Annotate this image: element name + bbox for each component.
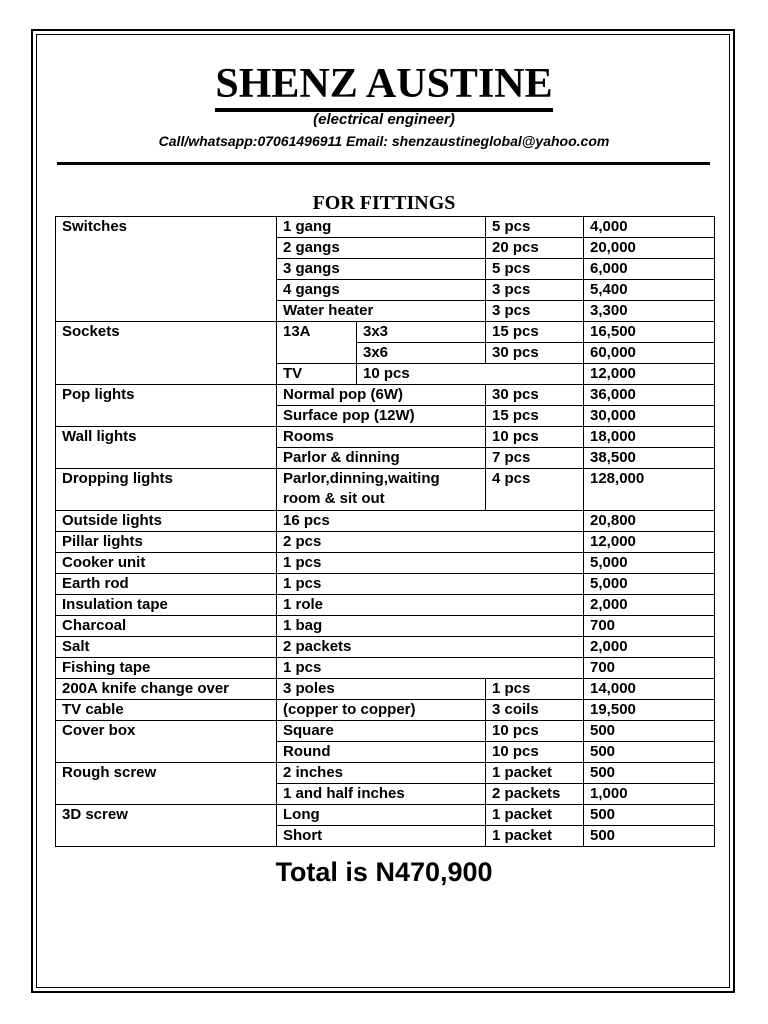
item-cell: Long bbox=[277, 805, 486, 826]
qty-cell: 1 pcs bbox=[277, 553, 584, 574]
category-label: TV cable bbox=[56, 700, 277, 721]
qty-cell: 10 pcs bbox=[357, 364, 584, 385]
qty-cell: 3 pcs bbox=[486, 301, 584, 322]
table-row bbox=[56, 322, 715, 343]
qty-cell: 1 packet bbox=[486, 826, 584, 847]
price-cell: 500 bbox=[584, 826, 715, 847]
price-cell: 500 bbox=[584, 721, 715, 742]
table-row bbox=[56, 616, 715, 637]
qty-cell: 1 packet bbox=[486, 805, 584, 826]
price-cell: 20,800 bbox=[584, 511, 715, 532]
qty-cell: 15 pcs bbox=[486, 406, 584, 427]
table-row bbox=[56, 658, 715, 679]
price-cell: 2,000 bbox=[584, 637, 715, 658]
qty-cell: 10 pcs bbox=[486, 427, 584, 448]
qty-cell: 3 pcs bbox=[486, 280, 584, 301]
category-label: 3D screw bbox=[56, 805, 277, 847]
table-row bbox=[56, 469, 715, 511]
price-cell: 18,000 bbox=[584, 427, 715, 448]
item-cell: Normal pop (6W) bbox=[277, 385, 486, 406]
item-cell: 3x6 bbox=[357, 343, 486, 364]
table-row bbox=[56, 385, 715, 406]
price-cell: 2,000 bbox=[584, 595, 715, 616]
qty-cell: 5 pcs bbox=[486, 217, 584, 238]
qty-cell: 20 pcs bbox=[486, 238, 584, 259]
price-cell: 14,000 bbox=[584, 679, 715, 700]
price-cell: 4,000 bbox=[584, 217, 715, 238]
price-cell: 700 bbox=[584, 658, 715, 679]
qty-cell: 5 pcs bbox=[486, 259, 584, 280]
item-cell: 1 gang bbox=[277, 217, 486, 238]
price-cell: 500 bbox=[584, 763, 715, 784]
qty-cell: 30 pcs bbox=[486, 385, 584, 406]
category-label: Cover box bbox=[56, 721, 277, 763]
category-label: Pop lights bbox=[56, 385, 277, 427]
price-cell: 5,400 bbox=[584, 280, 715, 301]
total-amount: Total is N470,900 bbox=[275, 857, 493, 887]
table-row bbox=[56, 553, 715, 574]
engineer-name bbox=[0, 60, 768, 108]
item-cell: Short bbox=[277, 826, 486, 847]
item-cell: Rooms bbox=[277, 427, 486, 448]
qty-cell: 10 pcs bbox=[486, 742, 584, 763]
engineer-role: (electrical engineer) bbox=[313, 111, 455, 128]
price-cell: 12,000 bbox=[584, 532, 715, 553]
category-label: Wall lights bbox=[56, 427, 277, 469]
item-cell: Square bbox=[277, 721, 486, 742]
item-cell: Surface pop (12W) bbox=[277, 406, 486, 427]
price-cell: 19,500 bbox=[584, 700, 715, 721]
item-cell: 3x3 bbox=[357, 322, 486, 343]
table-row bbox=[56, 679, 715, 700]
price-cell: 5,000 bbox=[584, 574, 715, 595]
fittings-table bbox=[55, 216, 715, 847]
price-cell: 6,000 bbox=[584, 259, 715, 280]
item-cell: Parlor & dinning bbox=[277, 448, 486, 469]
qty-cell: 30 pcs bbox=[486, 343, 584, 364]
price-cell: 128,000 bbox=[584, 469, 715, 511]
qty-cell: 4 pcs bbox=[486, 469, 584, 511]
socket-type-cell: 13A bbox=[277, 322, 357, 364]
category-label: Switches bbox=[56, 217, 277, 322]
header-divider bbox=[57, 162, 710, 165]
table-row bbox=[56, 217, 715, 238]
price-cell: 3,300 bbox=[584, 301, 715, 322]
table-row bbox=[56, 427, 715, 448]
qty-cell: 10 pcs bbox=[486, 721, 584, 742]
category-label: 200A knife change over bbox=[56, 679, 277, 700]
qty-cell: 15 pcs bbox=[486, 322, 584, 343]
section-title: FOR FITTINGS bbox=[312, 192, 456, 214]
price-cell: 12,000 bbox=[584, 364, 715, 385]
engineer-name-text: SHENZ AUSTINE bbox=[215, 61, 552, 112]
category-label: Charcoal bbox=[56, 616, 277, 637]
category-label: Salt bbox=[56, 637, 277, 658]
price-cell: 500 bbox=[584, 742, 715, 763]
item-cell: 4 gangs bbox=[277, 280, 486, 301]
price-cell: 16,500 bbox=[584, 322, 715, 343]
item-cell: 3 poles bbox=[277, 679, 486, 700]
qty-cell: 2 pcs bbox=[277, 532, 584, 553]
qty-cell: 16 pcs bbox=[277, 511, 584, 532]
table-row bbox=[56, 595, 715, 616]
qty-cell: 2 packets bbox=[277, 637, 584, 658]
item-cell: 2 gangs bbox=[277, 238, 486, 259]
price-cell: 5,000 bbox=[584, 553, 715, 574]
table-row bbox=[56, 532, 715, 553]
price-cell: 38,500 bbox=[584, 448, 715, 469]
category-label: Pillar lights bbox=[56, 532, 277, 553]
table-row bbox=[56, 721, 715, 742]
table-row bbox=[56, 574, 715, 595]
category-label: Sockets bbox=[56, 322, 277, 385]
category-label: Fishing tape bbox=[56, 658, 277, 679]
table-row bbox=[56, 805, 715, 826]
table-row bbox=[56, 637, 715, 658]
qty-cell: 1 pcs bbox=[277, 658, 584, 679]
price-cell: 500 bbox=[584, 805, 715, 826]
category-label: Insulation tape bbox=[56, 595, 277, 616]
category-label: Dropping lights bbox=[56, 469, 277, 511]
item-cell: TV bbox=[277, 364, 357, 385]
price-cell: 700 bbox=[584, 616, 715, 637]
category-label: Cooker unit bbox=[56, 553, 277, 574]
category-label: Outside lights bbox=[56, 511, 277, 532]
item-cell: 3 gangs bbox=[277, 259, 486, 280]
qty-cell: 1 packet bbox=[486, 763, 584, 784]
price-cell: 30,000 bbox=[584, 406, 715, 427]
price-cell: 1,000 bbox=[584, 784, 715, 805]
table-row bbox=[56, 763, 715, 784]
price-cell: 20,000 bbox=[584, 238, 715, 259]
item-cell: Parlor,dinning,waiting room & sit out bbox=[277, 469, 486, 511]
table-row bbox=[56, 700, 715, 721]
price-cell: 60,000 bbox=[584, 343, 715, 364]
qty-cell: 1 pcs bbox=[486, 679, 584, 700]
qty-cell: 7 pcs bbox=[486, 448, 584, 469]
qty-cell: 2 packets bbox=[486, 784, 584, 805]
item-cell: Water heater bbox=[277, 301, 486, 322]
price-cell: 36,000 bbox=[584, 385, 715, 406]
item-cell: Round bbox=[277, 742, 486, 763]
category-label: Rough screw bbox=[56, 763, 277, 805]
qty-cell: 1 pcs bbox=[277, 574, 584, 595]
qty-cell: 1 bag bbox=[277, 616, 584, 637]
contact-line: Call/whatsapp:07061496911 Email: shenzaustineglobal@yahoo.com bbox=[158, 133, 610, 149]
qty-cell: 3 coils bbox=[486, 700, 584, 721]
category-label: Earth rod bbox=[56, 574, 277, 595]
item-cell: 1 and half inches bbox=[277, 784, 486, 805]
qty-cell: 1 role bbox=[277, 595, 584, 616]
table-row bbox=[56, 511, 715, 532]
item-cell: (copper to copper) bbox=[277, 700, 486, 721]
item-cell: 2 inches bbox=[277, 763, 486, 784]
